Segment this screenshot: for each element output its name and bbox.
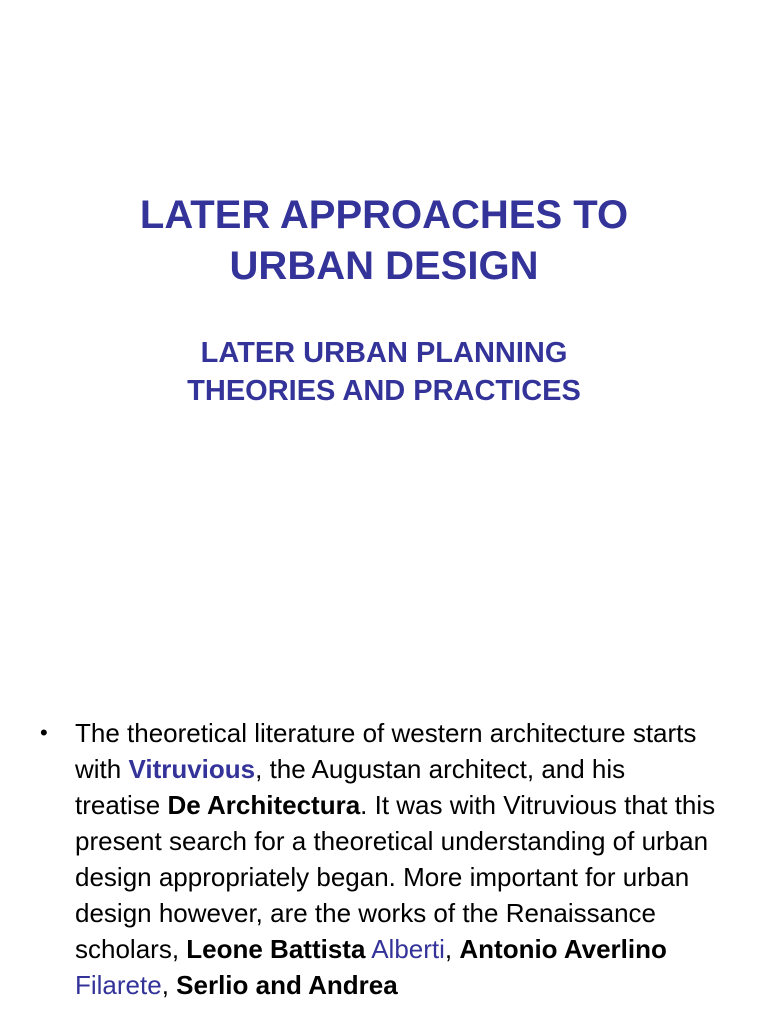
filarete-highlight: Filarete (75, 970, 162, 1000)
bullet-comma-1: , (444, 934, 460, 964)
slide-title-line-2: URBAN DESIGN (229, 244, 539, 288)
alberti-highlight: Alberti (371, 934, 445, 964)
slide-title (0, 190, 768, 292)
bullet-marker: • (40, 720, 48, 745)
de-architectura-highlight: De Architectura (167, 790, 361, 820)
slide-title-line-1: LATER APPROACHES TO (139, 193, 629, 237)
bullet-text-2: , the Augustan architect, and his treatise (75, 754, 626, 820)
bullet-comma-2: , (161, 970, 177, 1000)
antonio-averlino-highlight: Antonio Averlino (459, 934, 667, 964)
vitruvious-highlight: Vitruvious (128, 754, 256, 784)
serlio-andrea-highlight: Serlio and Andrea (176, 970, 398, 1000)
bullet-text-1: The theoretical literature of western architecture starts with (75, 718, 697, 784)
leone-battista-highlight: Leone Battista (186, 934, 366, 964)
slide-subtitle-line-2: THEORIES AND PRACTICES (187, 375, 581, 407)
bullet-list (0, 715, 768, 1003)
bullet-text-3: . It was with Vitruvious that this present search for a theoretical understanding of urban design appropriately began. More important for urban design however, are the works of the Renaissance scholars, (75, 790, 716, 964)
slide-subtitle (0, 334, 768, 410)
bullet-item (0, 715, 768, 1003)
slide-subtitle-line-1: LATER URBAN PLANNING (200, 337, 568, 369)
